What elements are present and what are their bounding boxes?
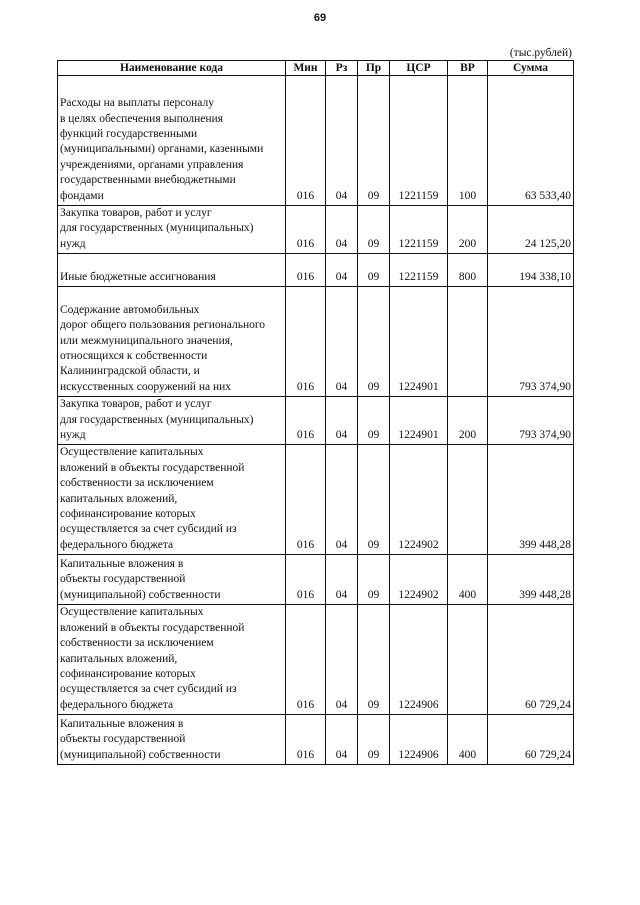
row-vr: 800: [448, 254, 488, 287]
table-row: [58, 76, 574, 206]
row-min: 016: [286, 605, 326, 715]
row-csr: 1224901: [390, 397, 448, 445]
table-row: [58, 605, 574, 715]
row-sum: 399 448,28: [488, 445, 574, 555]
table-header-row: [58, 61, 574, 76]
page-number: 69: [313, 12, 327, 24]
row-min: 016: [286, 397, 326, 445]
row-csr: 1221159: [390, 254, 448, 287]
row-min: 016: [286, 445, 326, 555]
row-min: 016: [286, 76, 326, 206]
row-name-cell: [58, 605, 286, 715]
row-csr: 1224906: [390, 605, 448, 715]
row-name: Осуществление капитальных вложений в объекты государственной собственности за исключением капитальных вложений, софинансирование которых осуществляется за счет субсидий из федерального бюджета: [60, 606, 245, 711]
row-rz: 04: [326, 254, 358, 287]
row-pr: 09: [358, 206, 390, 254]
row-rz: 04: [326, 397, 358, 445]
table-row: [58, 206, 574, 254]
row-csr: 1224901: [390, 287, 448, 397]
row-vr: [448, 445, 488, 555]
row-sum: 399 448,28: [488, 555, 574, 605]
row-vr: 200: [448, 397, 488, 445]
header-rz: Рз: [326, 61, 358, 76]
row-rz: 04: [326, 555, 358, 605]
row-name-cell: [58, 287, 286, 397]
row-csr: 1224902: [390, 555, 448, 605]
row-csr: 1221159: [390, 206, 448, 254]
table-row: [58, 445, 574, 555]
row-rz: 04: [326, 206, 358, 254]
row-name: Иные бюджетные ассигнования: [60, 270, 216, 283]
row-sum: 194 338,10: [488, 254, 574, 287]
row-pr: 09: [358, 76, 390, 206]
row-vr: 100: [448, 76, 488, 206]
row-name: Закупка товаров, работ и услуг для государственных (муниципальных) нужд: [60, 398, 254, 442]
row-vr: [448, 287, 488, 397]
row-name-cell: [58, 555, 286, 605]
table-row: [58, 254, 574, 287]
units-label: (тыс.рублей): [509, 47, 572, 59]
table-row: [58, 287, 574, 397]
header-sum: Сумма: [488, 61, 574, 76]
row-rz: 04: [326, 445, 358, 555]
header-csr: ЦСР: [390, 61, 448, 76]
budget-table: [57, 60, 574, 765]
row-name-cell: [58, 206, 286, 254]
row-name: Осуществление капитальных вложений в объекты государственной собственности за исключением капитальных вложений, софинансирование которых осуществляется за счет субсидий из федерального бюджета: [60, 446, 245, 551]
header-pr: Пр: [358, 61, 390, 76]
row-sum: 60 729,24: [488, 605, 574, 715]
row-name: Расходы на выплаты персоналу в целях обеспечения выполнения функций государственными (муниципальными) органами, казенными учреждениями, органами управления государственными внебюджетными фондами: [60, 97, 264, 202]
row-min: 016: [286, 715, 326, 765]
row-name-cell: [58, 445, 286, 555]
row-sum: 793 374,90: [488, 287, 574, 397]
row-min: 016: [286, 254, 326, 287]
row-pr: 09: [358, 287, 390, 397]
header-min: Мин: [286, 61, 326, 76]
row-csr: 1224906: [390, 715, 448, 765]
table-row: [58, 555, 574, 605]
row-name: Капитальные вложения в объекты государственной (муниципальной) собственности: [60, 717, 221, 761]
row-sum: 24 125,20: [488, 206, 574, 254]
row-name: Закупка товаров, работ и услуг для государственных (муниципальных) нужд: [60, 207, 254, 250]
row-vr: 400: [448, 715, 488, 765]
row-name-cell: [58, 76, 286, 206]
table-row: [58, 715, 574, 765]
row-rz: 04: [326, 715, 358, 765]
row-min: 016: [286, 206, 326, 254]
row-rz: 04: [326, 287, 358, 397]
row-pr: 09: [358, 605, 390, 715]
row-sum: 63 533,40: [488, 76, 574, 206]
header-vr: ВР: [448, 61, 488, 76]
row-vr: 400: [448, 555, 488, 605]
row-pr: 09: [358, 445, 390, 555]
row-name: Капитальные вложения в объекты государственной (муниципальной) собственности: [60, 558, 221, 601]
row-name-cell: [58, 397, 286, 445]
row-name: Содержание автомобильных дорог общего пользования регионального или межмуниципального значения, относящихся к собственности Калининградской области, и искусственных сооружений на них: [60, 303, 266, 393]
row-pr: 09: [358, 397, 390, 445]
row-rz: 04: [326, 605, 358, 715]
header-name: Наименование кода: [58, 61, 286, 76]
row-vr: [448, 605, 488, 715]
row-csr: 1224902: [390, 445, 448, 555]
row-name-cell: [58, 715, 286, 765]
row-csr: 1221159: [390, 76, 448, 206]
row-pr: 09: [358, 254, 390, 287]
row-sum: 60 729,24: [488, 715, 574, 765]
row-pr: 09: [358, 715, 390, 765]
row-pr: 09: [358, 555, 390, 605]
row-rz: 04: [326, 76, 358, 206]
row-min: 016: [286, 555, 326, 605]
row-min: 016: [286, 287, 326, 397]
row-name-cell: [58, 254, 286, 287]
table-row: [58, 397, 574, 445]
row-vr: 200: [448, 206, 488, 254]
row-sum: 793 374,90: [488, 397, 574, 445]
